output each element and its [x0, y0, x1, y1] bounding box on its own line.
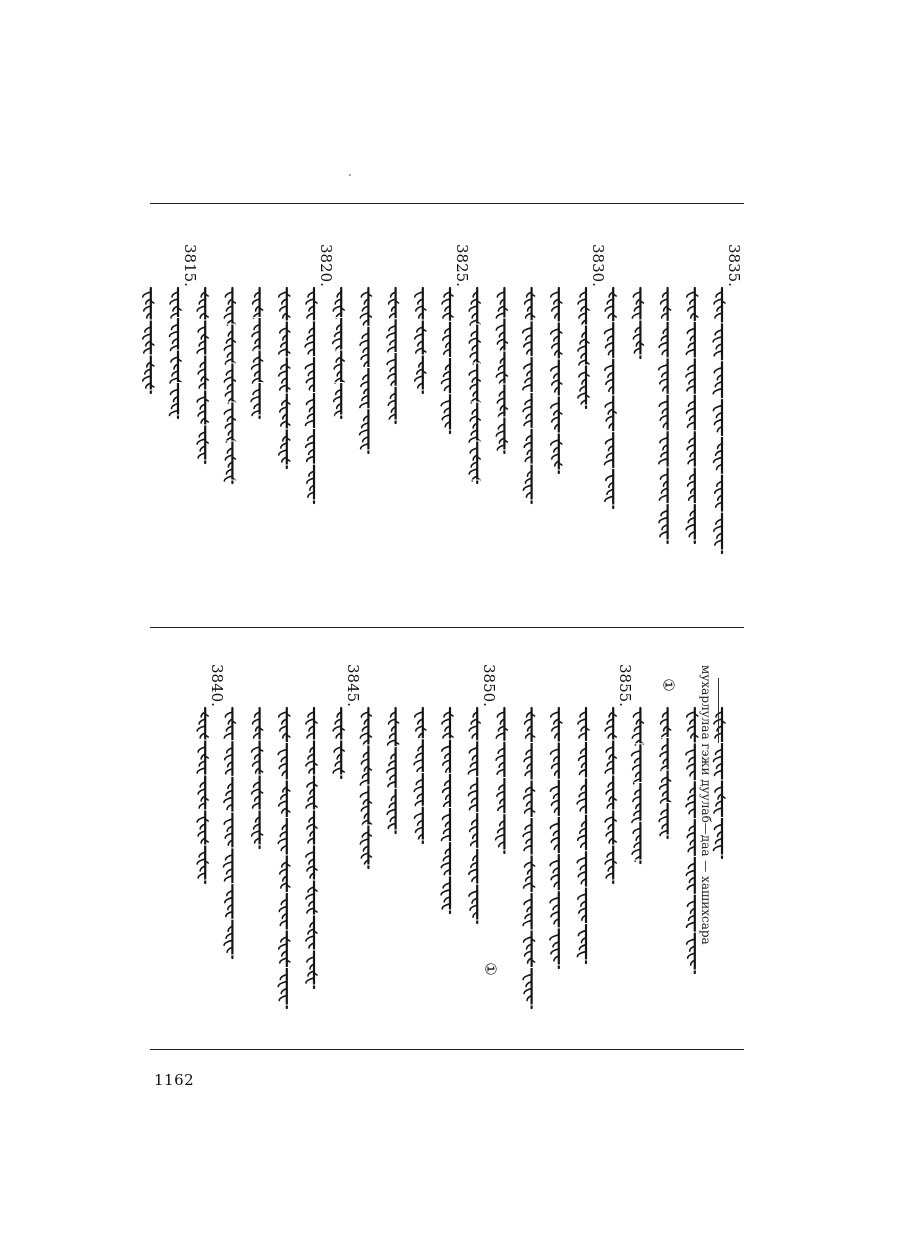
- verse-line: [360, 708, 371, 868]
- verse-line: [468, 708, 480, 923]
- verse-line: [143, 288, 154, 393]
- line-number: 3830.: [589, 244, 607, 287]
- verse-line: [224, 708, 236, 958]
- upper-poem-block: [150, 230, 744, 620]
- verse-line: [659, 288, 671, 543]
- footnote-marker: ①: [659, 678, 678, 692]
- verse-line: [252, 708, 263, 848]
- scan-speck: [349, 174, 351, 176]
- verse-line: [496, 288, 507, 453]
- lower-poem-block: [150, 650, 744, 1040]
- script-lines: [143, 288, 725, 553]
- verse-line: [686, 288, 698, 543]
- inline-footnote-marker: ①: [481, 962, 500, 976]
- verse-line: [414, 708, 426, 843]
- verse-line: [714, 708, 726, 858]
- line-number: 3850.: [480, 664, 499, 707]
- upper-poem-columns: [150, 230, 744, 620]
- verse-line: [360, 288, 372, 453]
- verse-line: [197, 288, 208, 463]
- verse-line: [306, 708, 317, 988]
- verse-line: [577, 708, 589, 963]
- verse-line: [279, 288, 290, 468]
- verse-line: [224, 288, 235, 483]
- verse-line: [605, 708, 616, 883]
- verse-line: [632, 708, 644, 863]
- verse-line: [278, 708, 290, 1008]
- line-number: 3820.: [317, 244, 335, 287]
- verse-line: [333, 288, 345, 418]
- verse-line: [496, 708, 508, 853]
- verse-line: [659, 708, 671, 838]
- verse-line: [523, 288, 535, 503]
- line-number: 3840.: [208, 664, 227, 707]
- verse-line: [333, 708, 344, 778]
- line-number: 3825.: [453, 244, 471, 287]
- script-lines: [197, 708, 725, 1008]
- line-number: 3835.: [725, 244, 743, 287]
- verse-line: [551, 288, 562, 473]
- verse-line: [605, 288, 617, 508]
- verse-line: [387, 708, 399, 833]
- verse-line: [441, 288, 453, 433]
- footnote-latin-text: мухарлулаа гэжи дуулаб—даа — хашихсара: [699, 665, 713, 945]
- line-number: 3815.: [181, 244, 199, 287]
- rule-mid: [150, 627, 744, 628]
- verse-line: [578, 288, 589, 408]
- verse-line: [550, 708, 562, 968]
- line-number: 3855.: [616, 664, 635, 707]
- footnote: [693, 665, 713, 1045]
- verse-line: [523, 708, 535, 1008]
- verse-line: [632, 288, 643, 358]
- page-number: 1162: [154, 1071, 195, 1089]
- verse-line: [251, 288, 263, 418]
- rule-top: [150, 203, 744, 204]
- verse-line: [170, 288, 182, 418]
- verse-line: [387, 288, 399, 423]
- line-number: 3845.: [344, 664, 363, 707]
- lower-poem-columns: [150, 650, 744, 1040]
- rule-bottom: [150, 1049, 744, 1050]
- verse-line: [305, 288, 317, 503]
- verse-line: [469, 288, 480, 483]
- footnote-separator: [718, 678, 719, 743]
- verse-line: [415, 288, 426, 393]
- verse-line: [441, 708, 453, 913]
- verse-line: [197, 708, 208, 883]
- verse-line: [713, 288, 725, 553]
